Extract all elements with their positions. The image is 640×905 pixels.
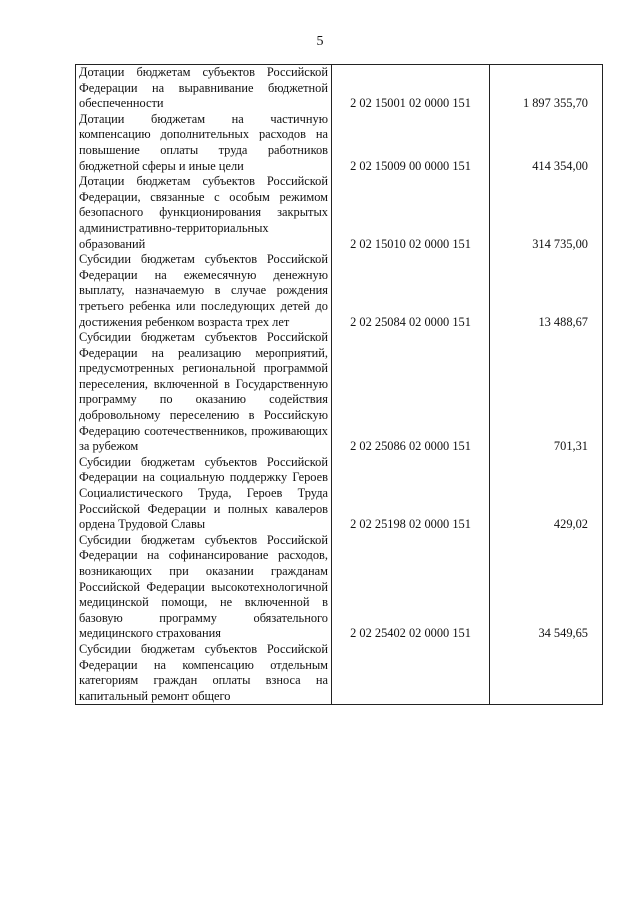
table-row (76, 330, 603, 455)
row-description: Субсидии бюджетам субъектов Российской Федерации на реализацию мероприятий, предусмотренных региональной программой переселения, включенной в Государственную программу по оказанию содействия добровольному переселению в Российскую Федерацию соотечественников, проживающих за рубежом (76, 330, 332, 455)
table-row (76, 65, 603, 112)
table-row (76, 112, 603, 174)
row-description: Субсидии бюджетам субъектов Российской Федерации на ежемесячную денежную выплату, назначаемую в случае рождения третьего ребенка или последующих детей до достижения ребенком возраста трех лет (76, 252, 332, 330)
table-row (76, 642, 603, 705)
row-code: 2 02 25084 02 0000 151 (332, 252, 490, 330)
row-code: 2 02 15010 02 0000 151 (332, 174, 490, 252)
table-row (76, 455, 603, 533)
row-description: Дотации бюджетам на частичную компенсацию дополнительных расходов на повышение оплаты труда работников бюджетной сферы и иные цели (76, 112, 332, 174)
row-description: Дотации бюджетам субъектов Российской Федерации на выравнивание бюджетной обеспеченности (76, 65, 332, 112)
budget-revenue-table (75, 64, 603, 705)
row-description: Субсидии бюджетам субъектов Российской Федерации на социальную поддержку Героев Социалистического Труда, Героев Труда Российской Федерации и полных кавалеров ордена Трудовой Славы (76, 455, 332, 533)
row-description: Субсидии бюджетам субъектов Российской Федерации на компенсацию отдельным категориям граждан оплаты взноса на капитальный ремонт общего (76, 642, 332, 705)
row-amount: 1 897 355,70 (490, 65, 603, 112)
row-code: 2 02 25198 02 0000 151 (332, 455, 490, 533)
page-number: 5 (316, 34, 324, 49)
row-code (332, 642, 490, 705)
row-amount: 314 735,00 (490, 174, 603, 252)
row-amount: 13 488,67 (490, 252, 603, 330)
row-description: Субсидии бюджетам субъектов Российской Федерации на софинансирование расходов, возникающих при оказании гражданам Российской Федерации высокотехнологичной медицинской помощи, не включенной в базовую программу обязательного медицинского страхования (76, 533, 332, 642)
row-amount: 414 354,00 (490, 112, 603, 174)
row-amount: 34 549,65 (490, 533, 603, 642)
row-code: 2 02 25402 02 0000 151 (332, 533, 490, 642)
row-code: 2 02 25086 02 0000 151 (332, 330, 490, 455)
row-amount: 429,02 (490, 455, 603, 533)
row-code: 2 02 15009 00 0000 151 (332, 112, 490, 174)
row-amount (490, 642, 603, 705)
row-description: Дотации бюджетам субъектов Российской Федерации, связанные с особым режимом безопасного функционирования закрытых административно-территориальных образований (76, 174, 332, 252)
table-row (76, 533, 603, 642)
table-row (76, 174, 603, 252)
row-code: 2 02 15001 02 0000 151 (332, 65, 490, 112)
row-amount: 701,31 (490, 330, 603, 455)
table-row (76, 252, 603, 330)
